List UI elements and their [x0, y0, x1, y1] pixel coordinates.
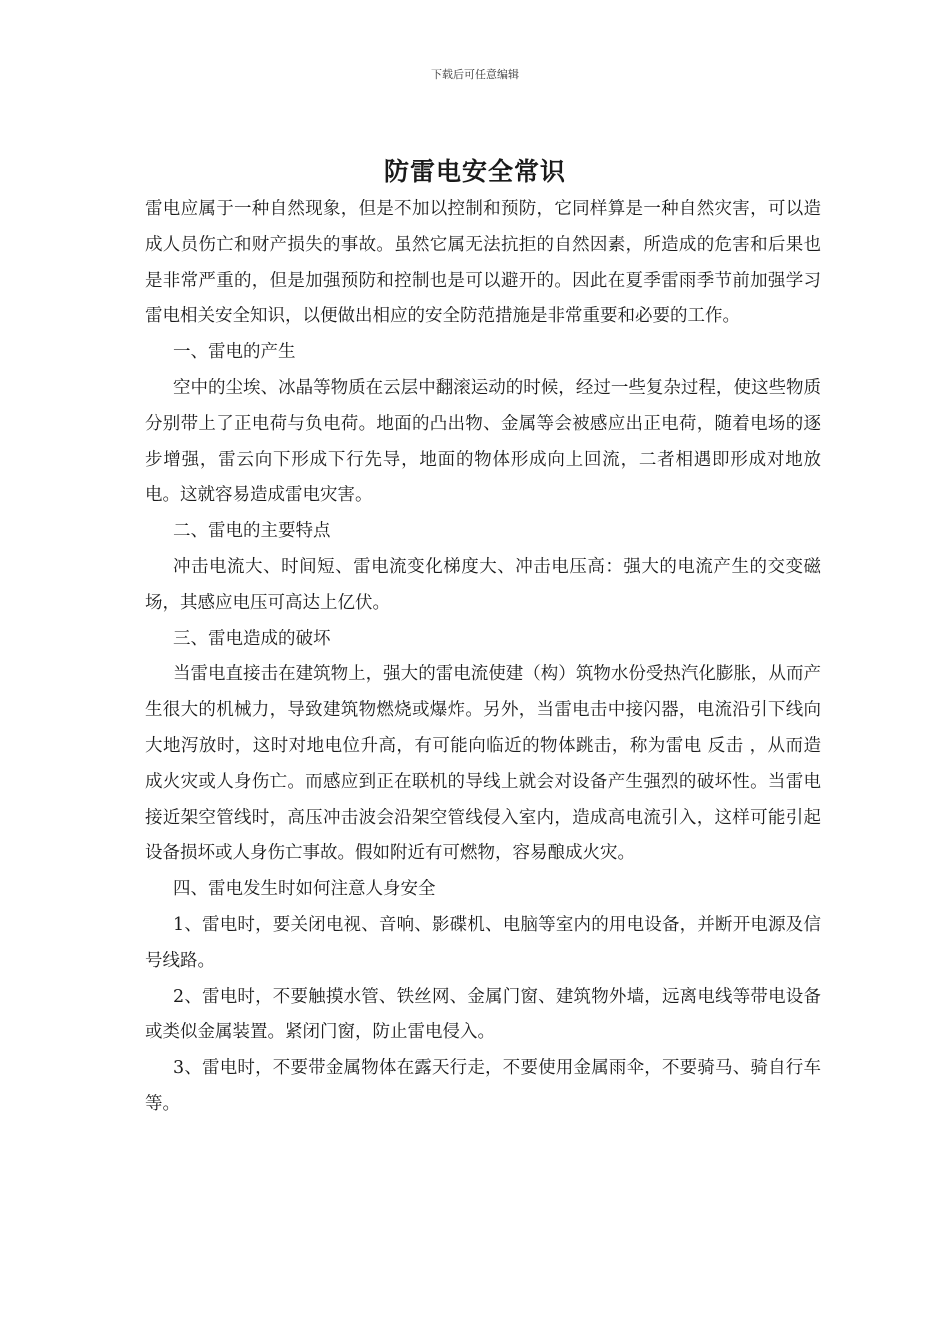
intro-paragraph: 雷电应属于一种自然现象，但是不加以控制和预防，它同样算是一种自然灾害，可以造成人员伤亡和财产损失的事故。虽然它属无法抗拒的自然因素，所造成的危害和后果也是非常严重的，但是加强预防和控制也是可以避开的。因此在夏季雷雨季节前加强学习雷电相关安全知识，以便做出相应的安全防范措施是非常重要和必要的工作。: [145, 199, 821, 327]
section-paragraph-2: 冲击电流大、时间短、雷电流变化梯度大、冲击电压高：强大的电流产生的交变磁场，其感应电压可高达上亿伏。: [145, 556, 821, 613]
document-body: [145, 192, 821, 1123]
safety-item-3: 3、雷电时，不要带金属物体在露天行走，不要使用金属雨伞，不要骑马、骑自行车等。: [145, 1058, 821, 1114]
section-heading-1: 一、雷电的产生: [173, 342, 296, 363]
safety-item-1: 1、雷电时，要关闭电视、音响、影碟机、电脑等室内的用电设备，并断开电源及信号线路。: [145, 914, 821, 971]
header-note: 下载后可任意编辑: [431, 68, 519, 81]
section-heading-2: 二、雷电的主要特点: [173, 521, 331, 542]
safety-item-2: 2、雷电时，不要触摸水管、铁丝网、金属门窗、建筑物外墙，远离电线等带电设备或类似金属装置。紧闭门窗，防止雷电侵入。: [145, 986, 821, 1043]
section-paragraph-3: 当雷电直接击在建筑物上，强大的雷电流使建（构）筑物水份受热汽化膨胀，从而产生很大的机械力，导致建筑物燃烧或爆炸。另外，当雷电击中接闪器，电流沿引下线向大地泻放时，这时对地电位升高，有可能向临近的物体跳击，称为雷电 反击 ，从而造成火灾或人身伤亡。而感应到正在联机的导线上就会对设备产生强烈的破坏性。当雷电接近架空管线时，高压冲击波会沿架空管线侵入室内，造成高电流引入，这样可能引起设备损坏或人身伤亡事故。假如附近有可燃物，容易酿成火灾。: [145, 664, 821, 864]
section-heading-4: 四、雷电发生时如何注意人身安全: [173, 879, 436, 900]
document-title: 防雷电安全常识: [383, 157, 566, 186]
section-heading-3: 三、雷电造成的破坏: [173, 628, 331, 649]
section-paragraph-1: 空中的尘埃、冰晶等物质在云层中翻滚运动的时候，经过一些复杂过程，使这些物质分别带上了正电荷与负电荷。地面的凸出物、金属等会被感应出正电荷，随着电场的逐步增强，雷云向下形成下行先导，地面的物体形成向上回流，二者相遇即形成对地放电。这就容易造成雷电灾害。: [145, 377, 821, 506]
